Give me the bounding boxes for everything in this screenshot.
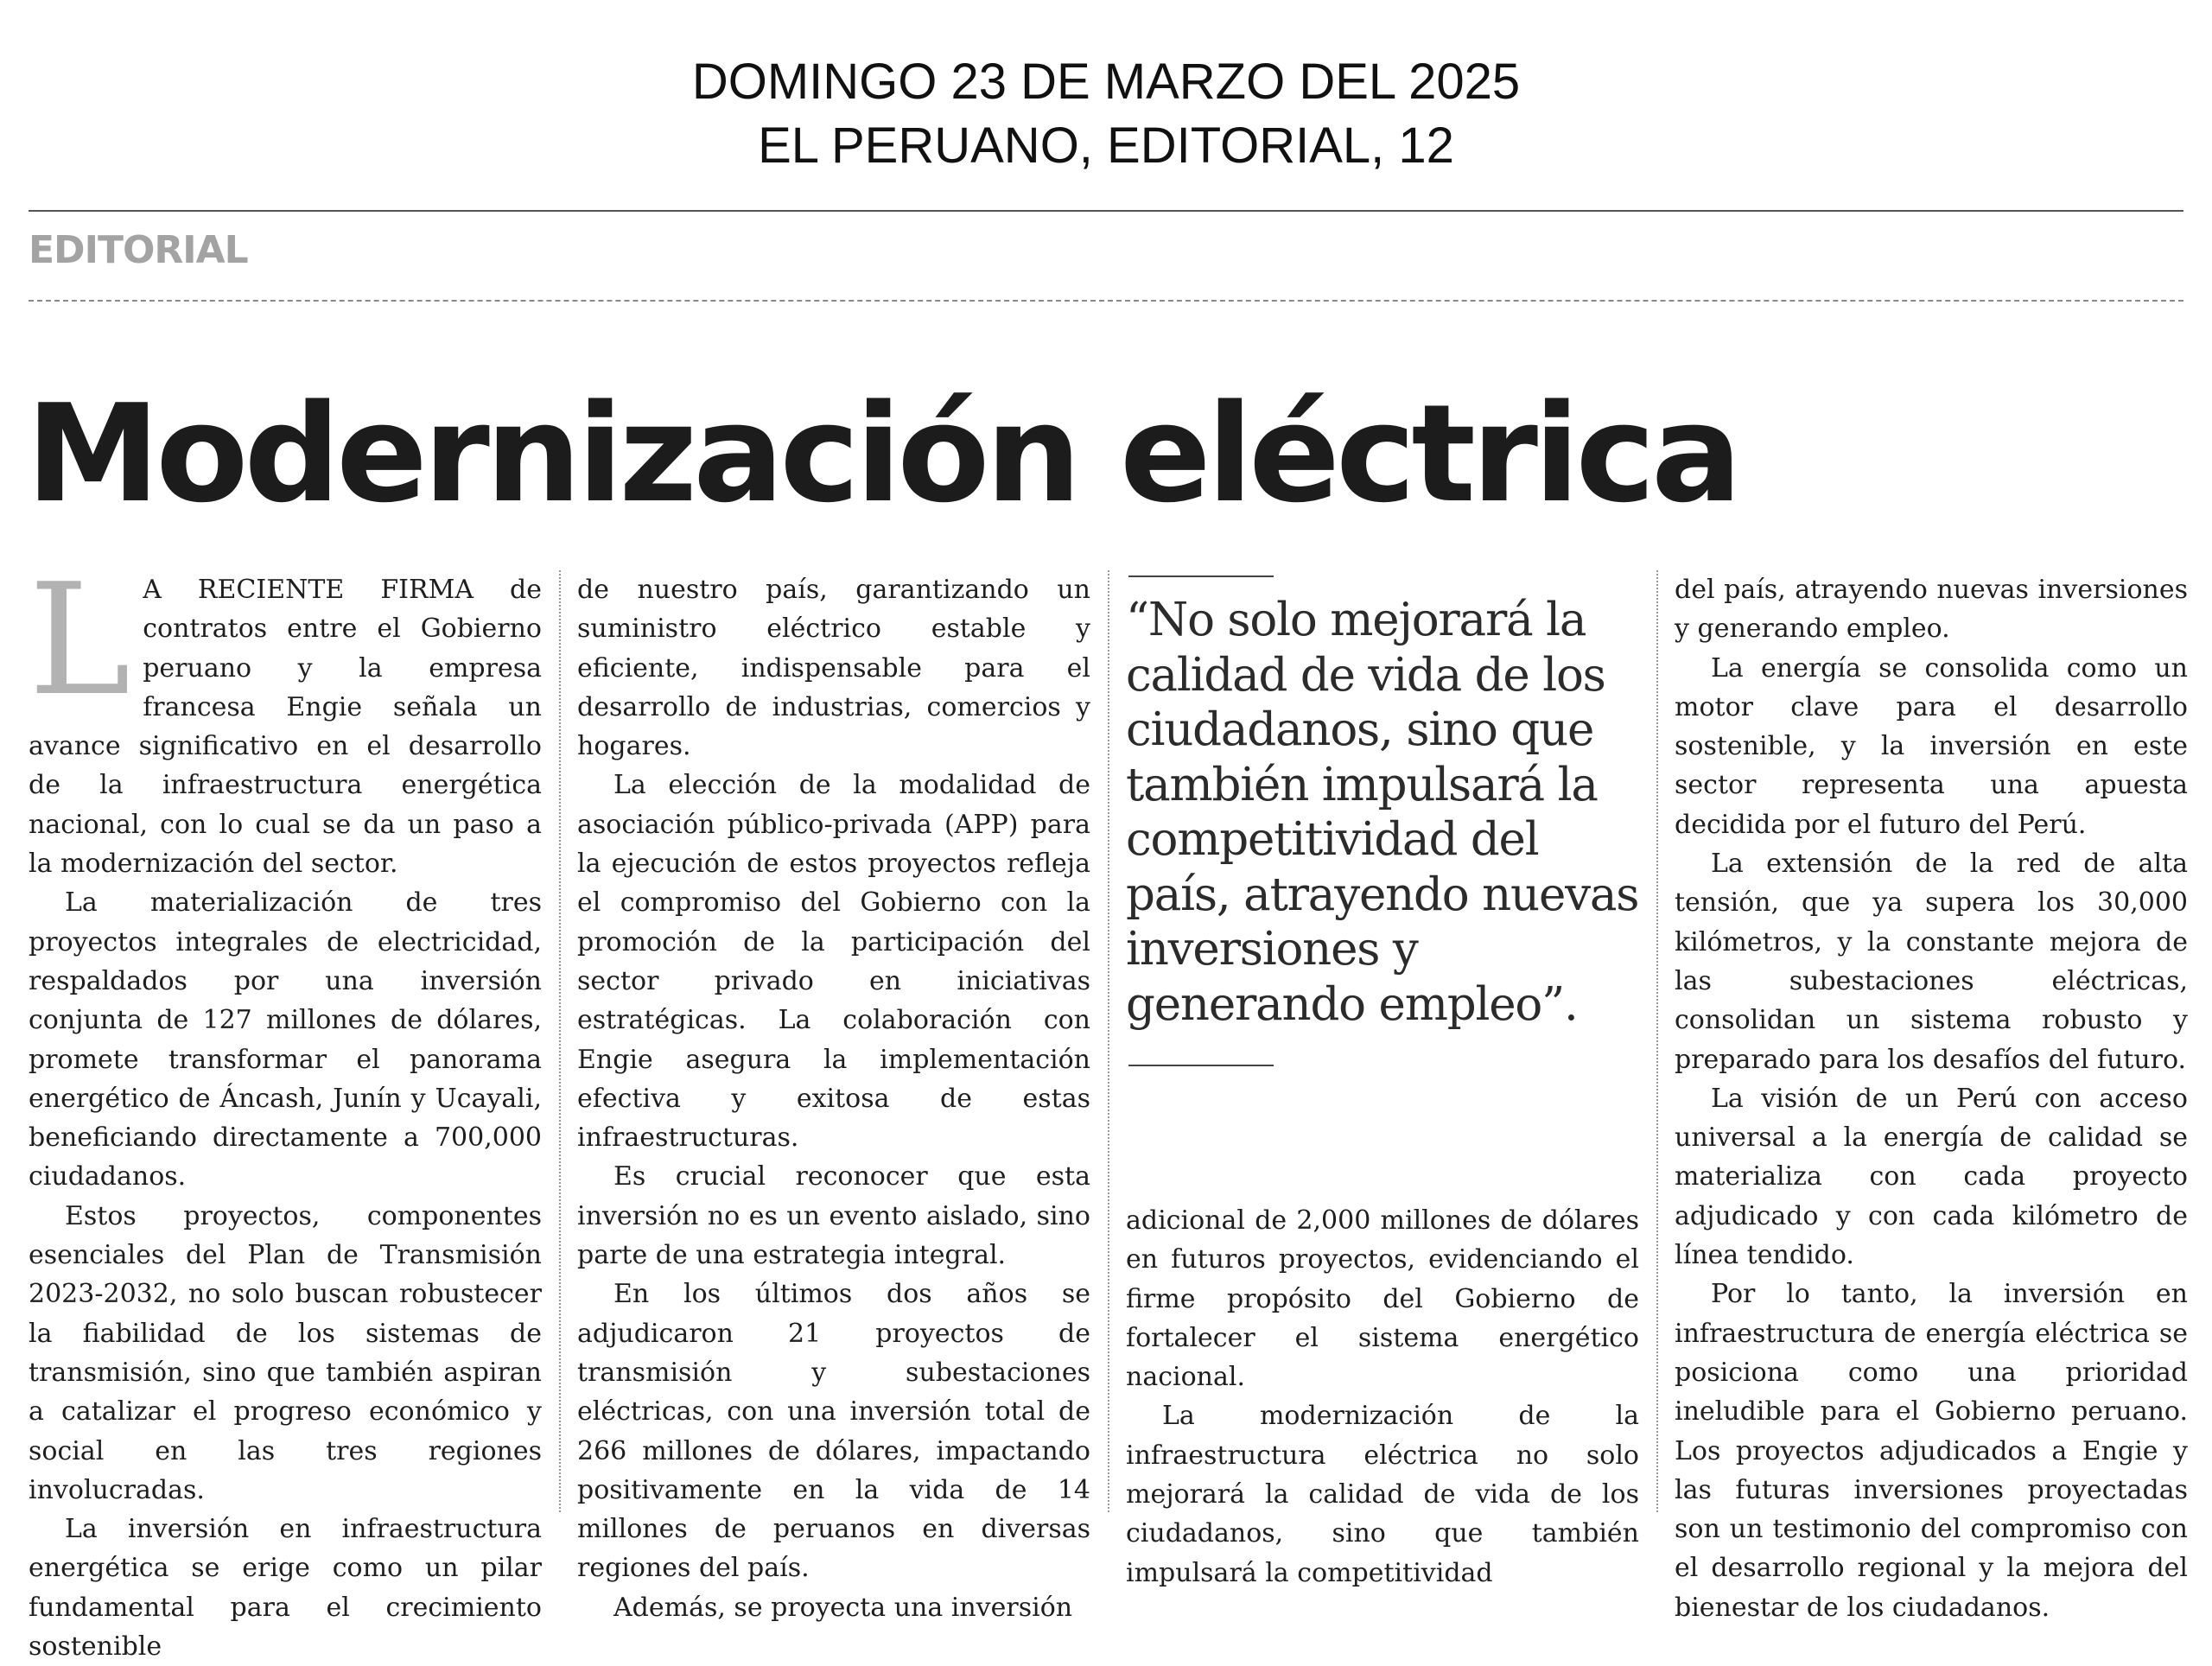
column-separator — [1656, 570, 1658, 1512]
dashed-divider — [29, 300, 2183, 302]
article-paragraph: Por lo tanto, la inversión en infraestructura de energía eléctrica se posiciona como una prioridad ineludible para el Gobierno peruano. Los proyectos adjudicados a Engie y las futuras inversiones proyectadas son un testimonio del compromiso con el desarrollo regional y la mejora del bienestar de los ciudadanos. — [1675, 1279, 2188, 1623]
article-column-3 — [1126, 1201, 1639, 1593]
article-paragraph: En los últimos dos años se adjudicaron 21 proyectos de transmisión y subestaciones eléctricas, con una inversión total de 266 millones de dólares, impactando positivamente en la vida de 14 millones de peruanos en diversas regiones del país. — [577, 1279, 1090, 1584]
drop-cap: L — [29, 550, 131, 729]
section-label: EDITORIAL — [29, 228, 248, 272]
article-paragraph — [29, 550, 542, 883]
article-paragraph: La extensión de la red de alta tensión, que ya supera los 30,000 kilómetros, y la constante mejora de las subestaciones eléctricas, consolidan un sistema robusto y preparado para los desafíos del futuro. — [1675, 849, 2188, 1075]
article-paragraph: Estos proyectos, componentes esenciales del Plan de Transmisión 2023-2032, no solo buscan robustecer la fiabilidad de los sistemas de transmisión, sino que también aspiran a catalizar el progreso económico y social en las tres regiones involucradas. — [29, 1200, 542, 1505]
column-separator — [1108, 570, 1109, 1512]
publication-date: DOMINGO 23 DE MARZO DEL 2025 — [691, 54, 1521, 110]
article-paragraph: La materialización de tres proyectos integrales de electricidad, respaldados por una inversión conjunta de 127 millones de dólares, promete transformar el panorama energético de Áncash, Junín y Ucayali, beneficiando directamente a 700,000 ciudadanos. — [29, 887, 542, 1192]
article-paragraph: de nuestro país, garantizando un suministro eléctrico estable y eficiente, indispensable para el desarrollo de industrias, comercios y hogares. — [577, 575, 1090, 762]
pull-quote: “No solo mejorará la calidad de vida de los ciudadanos, sino que también impulsará la competitividad del país, atrayendo nuevas inversiones y generando empleo”. — [1126, 594, 1639, 1031]
article-column-2 — [577, 570, 1090, 1627]
pull-quote-rule-top — [1128, 575, 1274, 577]
article-column-4 — [1675, 570, 2188, 1627]
article-paragraph: La elección de la modalidad de asociación público-privada (APP) para la ejecución de estos proyectos refleja el compromiso del Gobierno con la promoción de la participación del sector privado en iniciativas estratégicas. La colaboración con Engie asegura la implementación efectiva y exitosa de estas infraestructuras. — [577, 770, 1090, 1154]
article-paragraph: del país, atrayendo nuevas inversiones y generando empleo. — [1675, 575, 2188, 645]
article-paragraph: Es crucial reconocer que esta inversión no es un evento aislado, sino parte de una estrategia integral. — [577, 1161, 1090, 1271]
column-separator — [559, 570, 561, 1512]
publication-source: EL PERUANO, EDITORIAL, 12 — [758, 118, 1454, 174]
article-paragraph: La energía se consolida como un motor clave para el desarrollo sostenible, y la inversión en este sector representa una apuesta decidida por el futuro del Perú. — [1675, 652, 2188, 840]
article-paragraph: adicional de 2,000 millones de dólares en futuros proyectos, evidenciando el firme propósito del Gobierno de fortalecer el sistema energético nacional. — [1126, 1205, 1639, 1393]
paragraph-text: A RECIENTE FIRMA de contratos entre el Gobierno peruano y la empresa francesa Engie señala un avance significativo en el desarrollo de la infraestructura energética nacional, con lo cual se da un paso a la modernización del sector. — [29, 575, 542, 880]
headline: Modernización eléctrica — [26, 375, 1738, 532]
pull-quote-rule-bottom — [1128, 1065, 1274, 1066]
top-divider — [29, 210, 2183, 212]
article-paragraph: La modernización de la infraestructura eléctrica no solo mejorará la calidad de vida de los ciudadanos, sino que también impulsará la competitividad — [1126, 1401, 1639, 1588]
article-paragraph: La visión de un Perú con acceso universal a la energía de calidad se materializa con cada proyecto adjudicado y con cada kilómetro de línea tendido. — [1675, 1083, 2188, 1271]
article-column-1 — [29, 550, 542, 1666]
article-paragraph: La inversión en infraestructura energética se erige como un pilar fundamental para el crecimiento sostenible — [29, 1514, 542, 1663]
article-paragraph: Además, se proyecta una inversión — [613, 1592, 1073, 1623]
